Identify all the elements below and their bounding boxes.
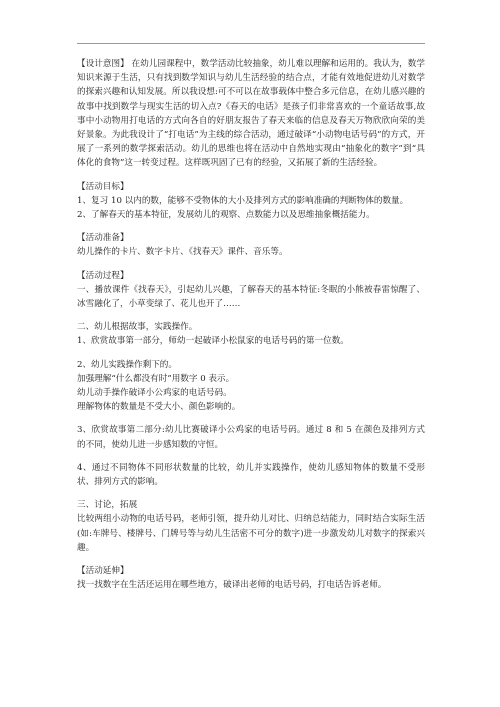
process-heading: 【活动过程】 <box>77 270 129 281</box>
goals-heading: 【活动目标】 <box>77 181 129 192</box>
header-rule <box>77 43 425 44</box>
process-step-2-2-title: 2、幼儿实践操作剩下的。 <box>77 359 177 370</box>
extension-text: 找一找数字在生活还运用在哪些地方，破译出老师的电话号码，打电话告诉老师。 <box>77 580 387 591</box>
process-step-2-1: 1、欣赏故事第一部分，师幼一起破译小松鼠家的电话号码的第一位数。 <box>77 336 349 347</box>
process-step-2-title: 二、幼儿根据故事，实践操作。 <box>77 322 198 333</box>
lesson-plan-document <box>77 57 425 593</box>
design-intent-paragraph: 【设计意图】 在幼儿园课程中，数学活动比较抽象，幼儿难以理解和运用的。我认为，数学知识来源于生活，只有找到数学知识与幼儿生活经验的结合点，才能有效地促进幼儿对数学的探索兴趣和认知发展。所以我设想:可不可以在故事载体中整合多元信息，在幼儿感兴趣的故事中找到数学与现实生活的切入点?《春天的电话》是孩子们非常喜欢的一个童话故事,故事中小动物用打电话的方式向各自的好朋友报告了春天来临的信息及春天万物欣欣向荣的美好景象。为此我设计了“打电话”为主线的综合活动，通过破译“小动物电话号码”的方式，开展了一系列的数学探索活动。幼儿的思维也将在活动中自然地实现由“抽象化的数字”到“具体化的食物”这一转变过程。这样既巩固了已有的经验，又拓展了新的生活经验。 <box>77 59 425 169</box>
goal-item-1: 1、复习 10 以内的数，能够不受物体的大小及排列方式的影响准确的判断物体的数量。 <box>77 195 409 206</box>
prep-heading: 【活动准备】 <box>77 233 129 244</box>
goal-item-2: 2、了解春天的基本特征，发展幼儿的观察、点数能力以及思维抽象概括能力。 <box>77 210 375 221</box>
process-step-3-title: 三、讨论，拓展 <box>77 500 138 511</box>
process-step-1: 一、播放课件《找春天》，引起幼儿兴趣，了解春天的基本特征:冬眠的小熊被春雷惊醒了、冰雪融化了，小草变绿了、花儿也开了…… <box>77 284 425 310</box>
process-step-2-2-line-2: 幼儿动手操作破译小公鸡家的电话号码。 <box>77 388 232 399</box>
extension-heading: 【活动延伸】 <box>77 566 129 577</box>
process-step-2-3: 3、欣赏故事第二部分:幼儿比赛破译小公鸡家的电话号码。通过 8 和 5 在颜色及排列方式的不同，使幼儿进一步感知数的守恒。 <box>77 425 425 450</box>
prep-text: 幼儿操作的卡片、数字卡片、《找春天》课件、音乐等。 <box>77 247 288 258</box>
process-step-2-2-line-3: 理解物体的数量是不受大小、颜色影响的。 <box>77 402 241 413</box>
process-step-2-4: 4、通过不同物体不同形状数量的比较，幼儿并实践操作，使幼儿感知物体的数量不受形状、排列方式的影响。 <box>77 462 425 488</box>
process-step-2-2-line-1: 加强理解“什么都没有时”用数字 0 表示。 <box>77 373 235 384</box>
process-step-3: 比较两组小动物的电话号码，老师引领，提升幼儿对比、归纳总结能力，同时结合实际生活(如:车牌号、楼牌号、门牌号等与幼儿生活密不可分的数字)进一步激发幼儿对数字的探索兴趣。 <box>77 514 425 553</box>
